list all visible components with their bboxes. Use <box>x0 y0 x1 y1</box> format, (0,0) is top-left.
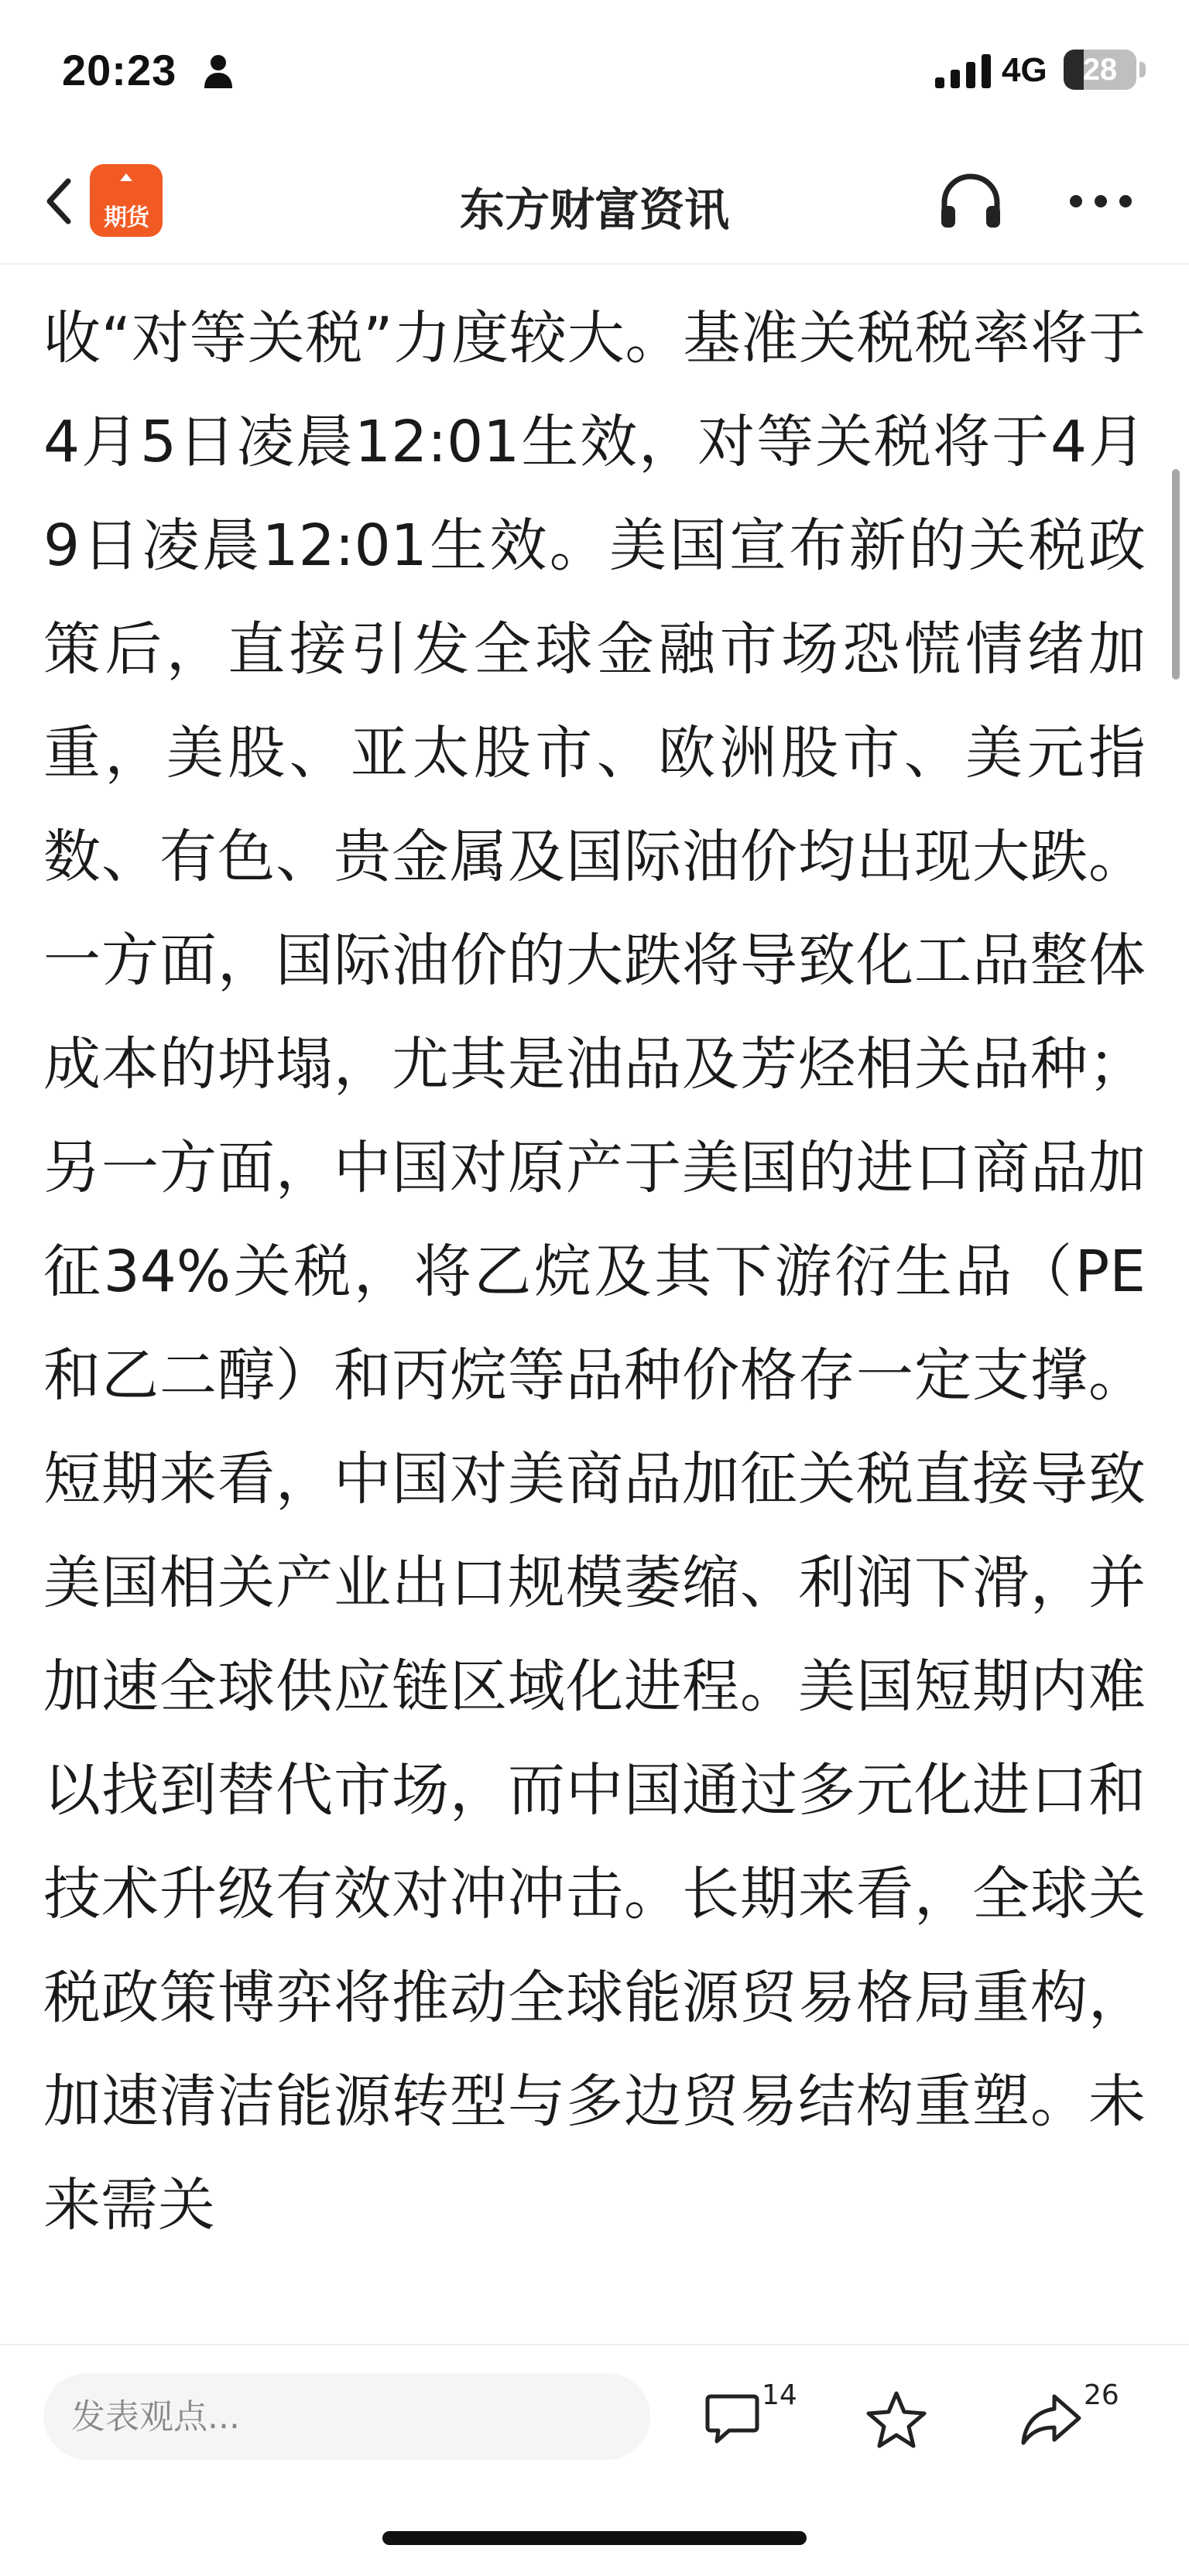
more-dots-icon[interactable] <box>1068 190 1133 212</box>
nav-bar <box>0 139 1189 265</box>
scrollbar[interactable] <box>1172 469 1180 680</box>
battery-level: 28 <box>1082 53 1118 87</box>
share-icon <box>1020 2392 1082 2448</box>
home-indicator[interactable] <box>382 2531 807 2545</box>
comment-icon <box>704 2392 760 2446</box>
comment-button[interactable] <box>704 2379 821 2457</box>
network-label: 4G <box>1002 51 1047 89</box>
comment-count: 14 <box>762 2379 797 2411</box>
app-logo-text: 期货 <box>104 204 149 231</box>
signal-icon <box>935 54 991 88</box>
page-title: 东方财富资讯 <box>459 183 729 236</box>
chevron-left-icon[interactable] <box>37 170 84 232</box>
share-count: 26 <box>1084 2379 1119 2411</box>
share-button[interactable] <box>1020 2379 1144 2457</box>
person-icon <box>203 54 234 88</box>
article-body: 收“对等关税”力度较大。基准关税税率将于4月5日凌晨12:01生效，对等关税将于4月9日凌晨12:01生效。美国宣布新的关税政策后，直接引发全球金融市场恐慌情绪加重，美股、亚太股市、欧洲股市、美元指数、有色、贵金属及国际油价均出现大跌。一方面，国际油价的大跌将导致化工品整体成本的坍塌，尤其是油品及芳烃相关品种；另一方面，中国对原产于美国的进口商品加征34%关税，将乙烷及其下游衍生品（PE和乙二醇）和丙烷等品种价格存一定支撑。短期来看，中国对美商品加征关税直接导致美国相关产业出口规模萎缩、利润下滑，并加速全球供应链区域化进程。美国短期内难以找到替代市场，而中国通过多元化进口和技术升级有效对冲冲击。长期来看，全球关税政策博弈将推动全球能源贸易格局重构，加速清洁能源转型与多边贸易结构重塑。未来需关 <box>43 305 1146 2239</box>
headphones-icon[interactable] <box>938 172 1003 231</box>
battery-cap <box>1139 62 1146 77</box>
bottom-action-bar <box>0 2344 1189 2576</box>
status-time: 20:23 <box>62 46 177 94</box>
status-bar <box>0 0 1189 139</box>
star-icon[interactable] <box>865 2389 927 2451</box>
article-content[interactable] <box>0 265 1189 2345</box>
battery-icon <box>1064 50 1136 90</box>
logo-mark-icon <box>118 172 134 183</box>
comment-input[interactable] <box>43 2373 650 2460</box>
app-logo[interactable] <box>90 164 163 237</box>
